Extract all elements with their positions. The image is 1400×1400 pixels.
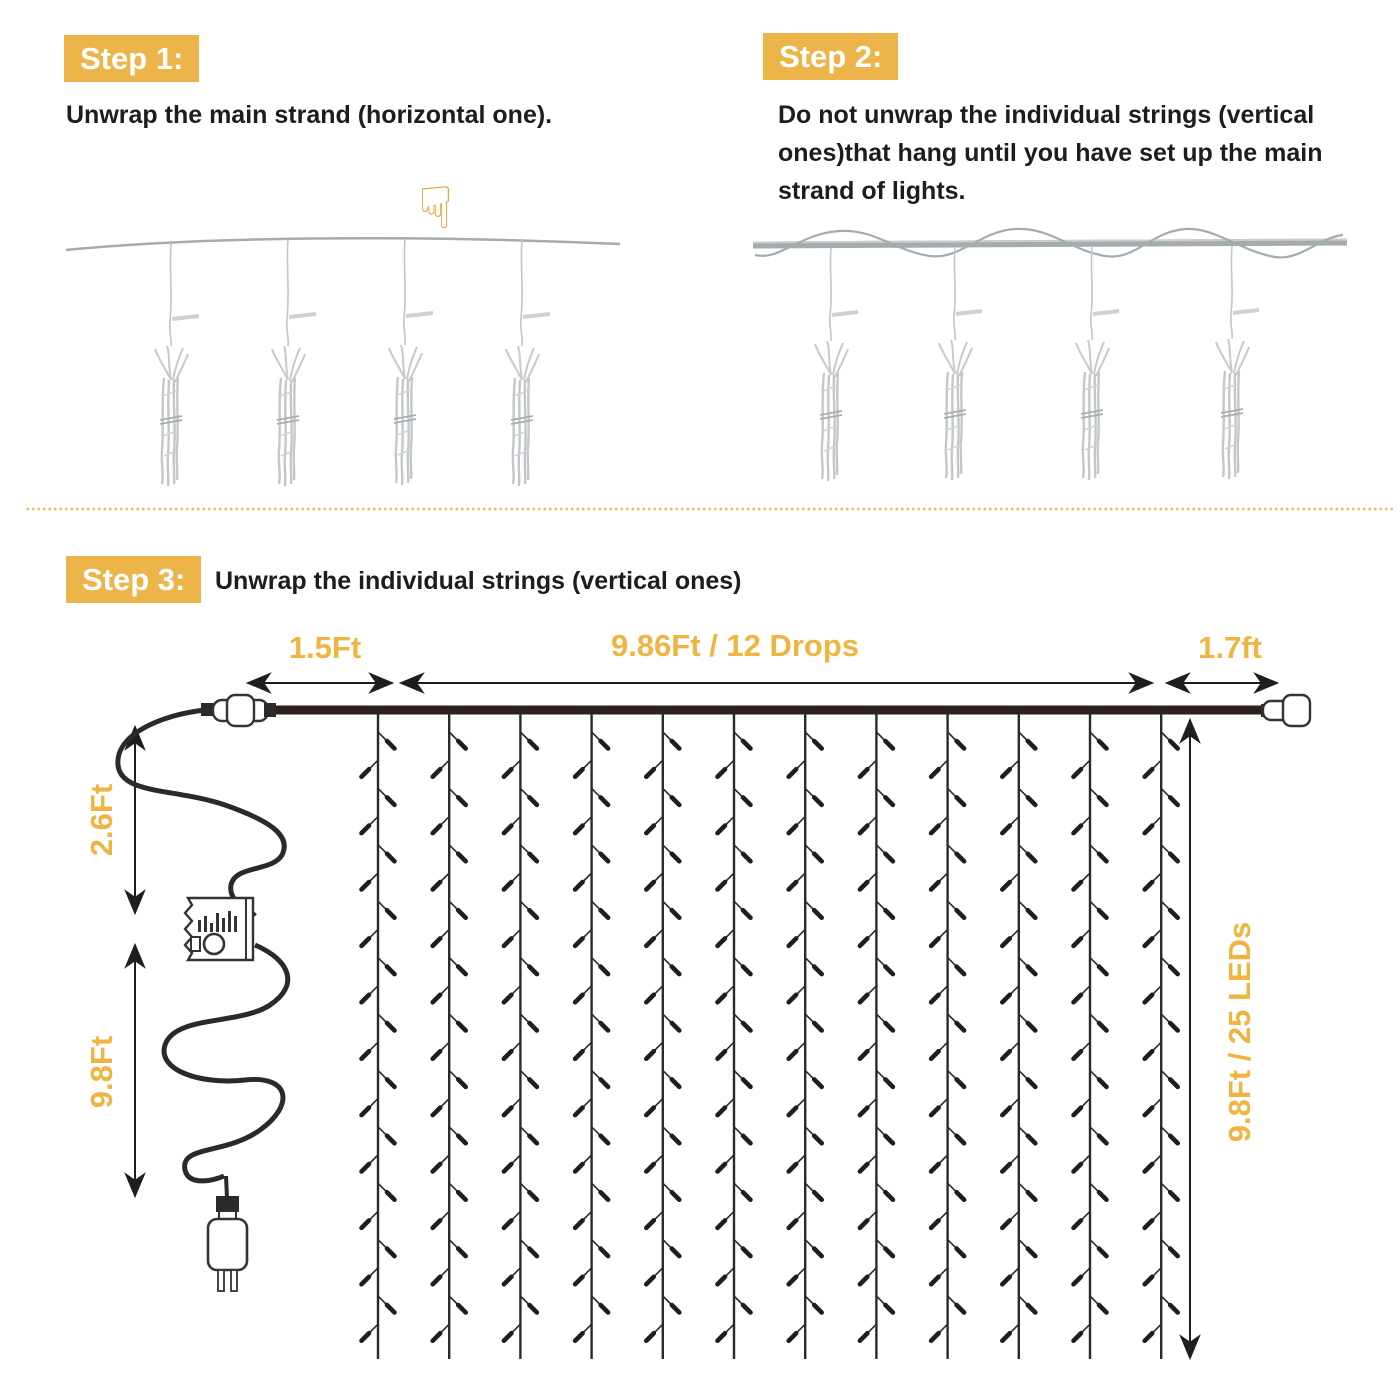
step1-badge: Step 1: [64, 35, 199, 82]
measure-label-left-lead: 1.5Ft [288, 630, 362, 665]
step2-illustration [745, 195, 1395, 495]
hanging-strings [170, 239, 522, 346]
step2-instruction [778, 96, 1378, 210]
step3-badge: Step 3: [66, 556, 201, 603]
right-connector [1261, 695, 1310, 726]
measure-label-right-side: 9.8Ft / 25 LEDs [1222, 921, 1257, 1143]
pointing-hand-icon: ☟ [418, 174, 454, 242]
measure-label-2-6ft: 2.6Ft [84, 783, 119, 857]
power-cord-lower [164, 945, 288, 1181]
controller-box [185, 898, 253, 960]
measure-label-right-lead: 1.7ft [1198, 630, 1262, 665]
string-clips [172, 313, 550, 319]
step2-line2: ones)that hang until you have set up the main [778, 139, 1323, 167]
step3-instruction: Unwrap the individual strings (vertical ones) [215, 567, 742, 595]
controller-button [204, 934, 224, 954]
step1-illustration [60, 174, 660, 515]
controller-button-slot [191, 937, 200, 951]
string-clips [832, 310, 1259, 315]
dotted-divider [25, 507, 1395, 511]
power-cord-upper [118, 710, 284, 916]
measure-label-span: 9.86Ft / 12 Drops [610, 628, 860, 663]
step2-line3: strand of lights. [778, 177, 966, 205]
step2-line1: Do not unwrap the individual strings (vertical [778, 101, 1315, 129]
step2-badge: Step 2: [763, 33, 898, 80]
curtain-drops [362, 714, 1178, 1359]
curtain-diagram [0, 620, 1400, 1400]
hanging-strings [830, 246, 1232, 341]
left-connector [201, 695, 276, 726]
measure-label-9-8ft: 9.8Ft [84, 1035, 119, 1109]
step1-instruction: Unwrap the main strand (horizontal one). [66, 101, 553, 129]
power-plug [208, 1176, 247, 1291]
main-strand-wire [66, 238, 620, 250]
